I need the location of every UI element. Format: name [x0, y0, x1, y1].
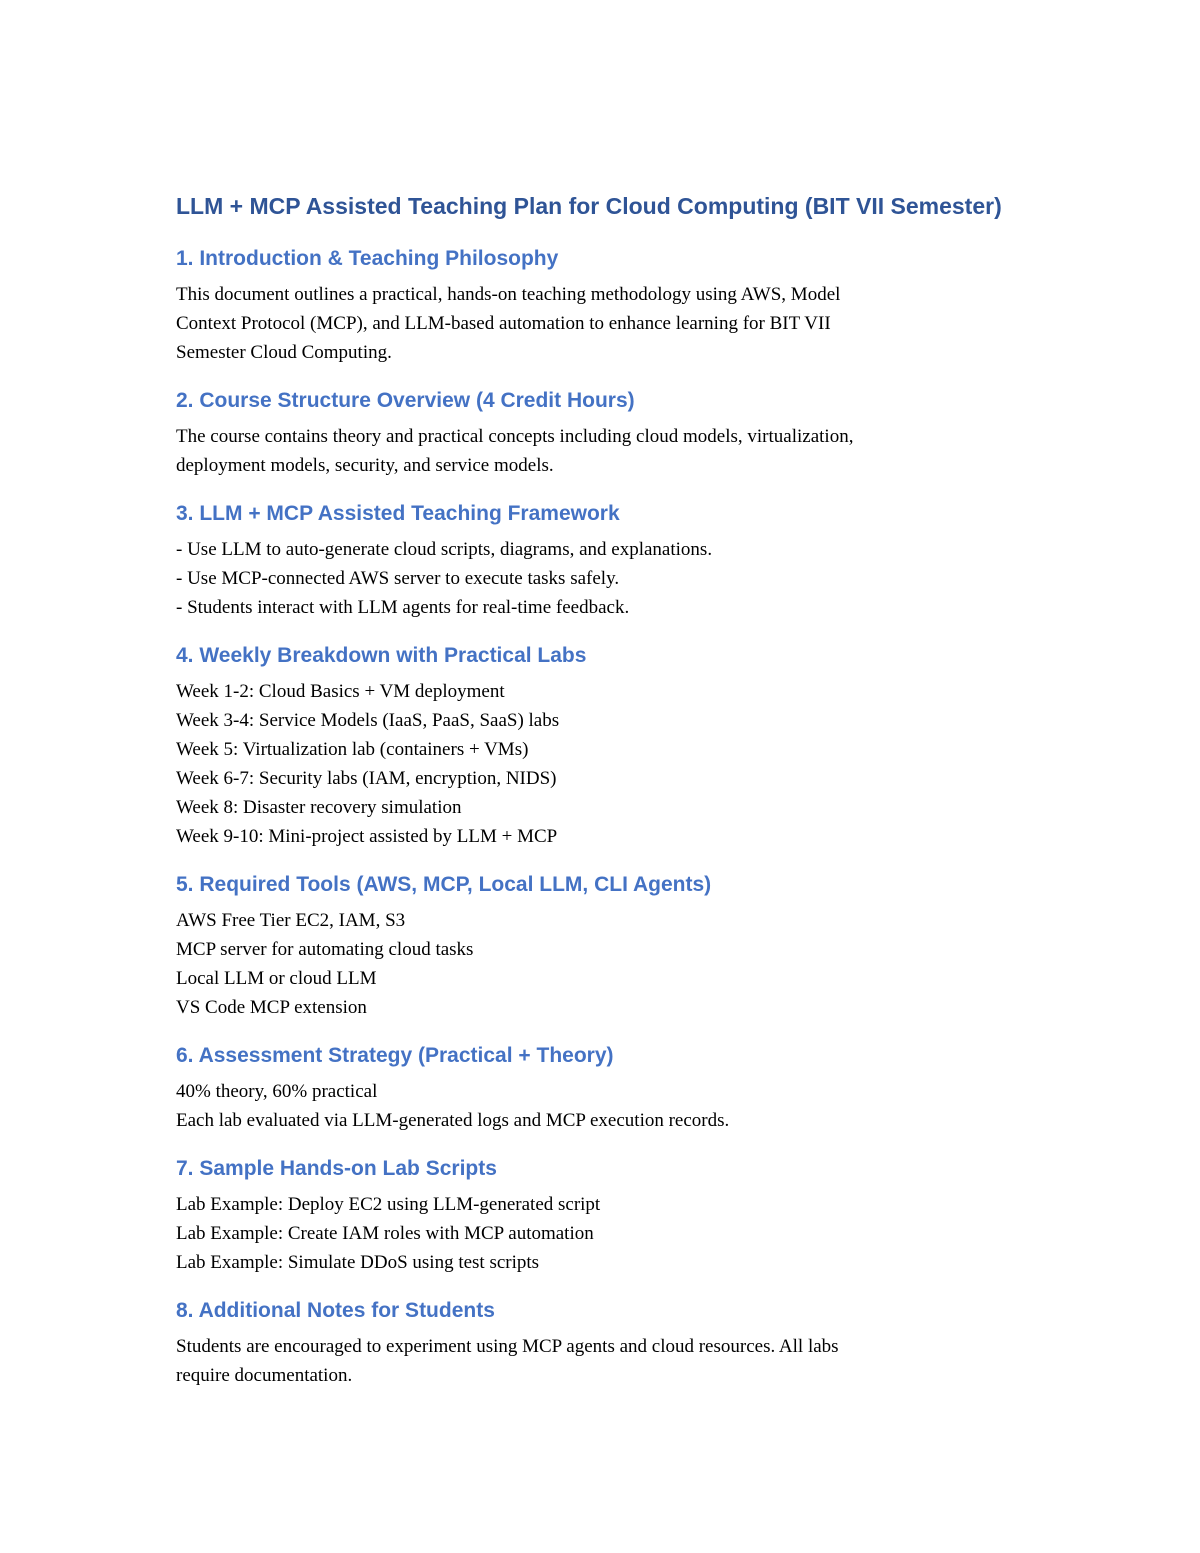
section-heading: 4. Weekly Breakdown with Practical Labs: [176, 644, 587, 667]
section-body: [176, 535, 1036, 622]
body-line: deployment models, security, and service models.: [176, 455, 554, 476]
lab-line: Lab Example: Deploy EC2 using LLM-generated script: [176, 1194, 601, 1215]
body-line: 40% theory, 60% practical: [176, 1081, 378, 1102]
body-line: Students are encouraged to experiment using MCP agents and cloud resources. All labs: [176, 1336, 839, 1357]
body-line: Each lab evaluated via LLM-generated logs and MCP execution records.: [176, 1110, 730, 1131]
section-additional-notes: [176, 1296, 1036, 1390]
tool-line: Local LLM or cloud LLM: [176, 968, 377, 989]
section-body: [176, 906, 1036, 1022]
lab-line: Lab Example: Simulate DDoS using test scripts: [176, 1252, 540, 1273]
section-body: [176, 280, 1036, 367]
week-line: Week 9-10: Mini-project assisted by LLM + MCP: [176, 826, 558, 847]
section-body: [176, 422, 1036, 480]
section-heading: 5. Required Tools (AWS, MCP, Local LLM, CLI Agents): [176, 873, 712, 896]
body-line: This document outlines a practical, hands-on teaching methodology using AWS, Model: [176, 284, 841, 305]
body-line: The course contains theory and practical concepts including cloud models, virtualization,: [176, 426, 854, 447]
bullet-line: - Use LLM to auto-generate cloud scripts, diagrams, and explanations.: [176, 539, 713, 560]
body-line: require documentation.: [176, 1365, 353, 1386]
bullet-line: - Use MCP-connected AWS server to execute tasks safely.: [176, 568, 620, 589]
document-content: [176, 190, 1036, 1409]
section-weekly-breakdown: [176, 641, 1036, 851]
section-teaching-framework: [176, 499, 1036, 622]
section-heading: 1. Introduction & Teaching Philosophy: [176, 247, 559, 270]
section-heading: 7. Sample Hands-on Lab Scripts: [176, 1157, 497, 1180]
week-line: Week 6-7: Security labs (IAM, encryption, NIDS): [176, 768, 557, 789]
tool-line: AWS Free Tier EC2, IAM, S3: [176, 910, 406, 931]
tool-line: VS Code MCP extension: [176, 997, 367, 1018]
section-body: [176, 1332, 1036, 1390]
week-line: Week 3-4: Service Models (IaaS, PaaS, SaaS) labs: [176, 710, 560, 731]
section-body: [176, 677, 1036, 851]
section-heading: 3. LLM + MCP Assisted Teaching Framework: [176, 502, 620, 525]
section-body: [176, 1077, 1036, 1135]
tool-line: MCP server for automating cloud tasks: [176, 939, 474, 960]
week-line: Week 5: Virtualization lab (containers + VMs): [176, 739, 529, 760]
body-line: Semester Cloud Computing.: [176, 342, 392, 363]
bullet-line: - Students interact with LLM agents for real-time feedback.: [176, 597, 630, 618]
body-line: Context Protocol (MCP), and LLM-based automation to enhance learning for BIT VII: [176, 313, 831, 334]
section-heading: 2. Course Structure Overview (4 Credit Hours): [176, 389, 635, 412]
week-line: Week 8: Disaster recovery simulation: [176, 797, 462, 818]
document-title: LLM + MCP Assisted Teaching Plan for Cloud Computing (BIT VII Semester): [176, 193, 1002, 219]
section-required-tools: [176, 870, 1036, 1022]
section-lab-scripts: [176, 1154, 1036, 1277]
section-assessment-strategy: [176, 1041, 1036, 1135]
week-line: Week 1-2: Cloud Basics + VM deployment: [176, 681, 505, 702]
section-heading: 6. Assessment Strategy (Practical + Theory): [176, 1044, 614, 1067]
section-introduction: [176, 244, 1036, 367]
section-course-structure: [176, 386, 1036, 480]
section-body: [176, 1190, 1036, 1277]
section-heading: 8. Additional Notes for Students: [176, 1299, 495, 1322]
lab-line: Lab Example: Create IAM roles with MCP automation: [176, 1223, 594, 1244]
